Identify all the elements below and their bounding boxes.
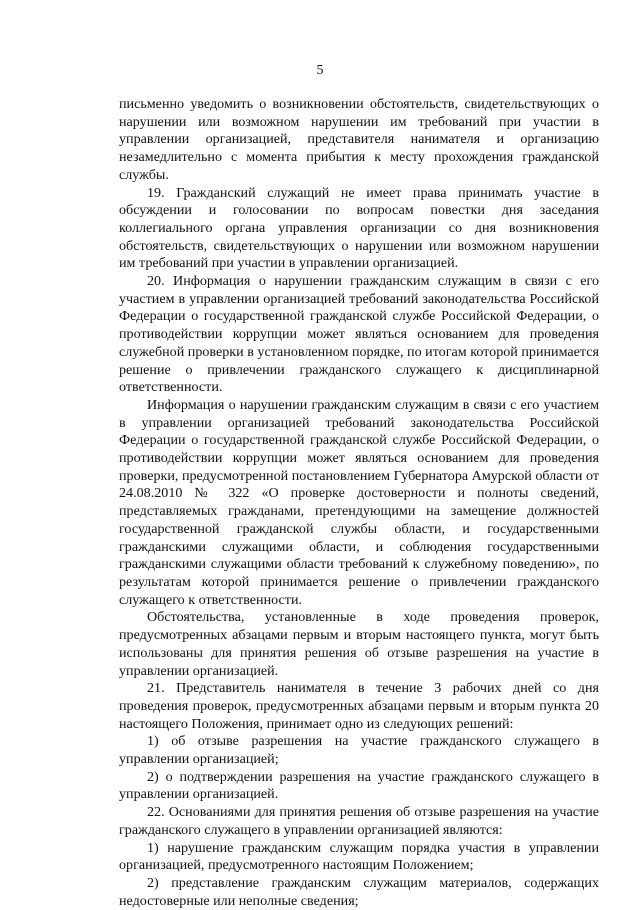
paragraph-22: 22. Основаниями для принятия решения об отзыве разрешения на участие гражданского служащего в управлении организацией являются: <box>119 804 599 838</box>
page-number: 5 <box>316 63 324 78</box>
paragraph-21: 21. Представитель нанимателя в течение 3 рабочих дней со дня проведения проверок, предусмотренных абзацами первым и вторым пункта 20 настоящего Положения, принимает одно из следующих решений: <box>119 680 599 732</box>
paragraph-20: 20. Информация о нарушении гражданским служащим в связи с его участием в управлении организацией требований законодательства Российской Федерации о государственной гражданской службе Российской Федерации, о противодействии коррупции может являться основанием для проведения служебной проверки в установленном порядке, по итогам которой принимается решение о привлечении гражданского служащего к дисциплинарной ответственности. <box>119 273 599 396</box>
paragraph-21-item-1: 1) об отзыве разрешения на участие гражданского служащего в управлении организацией; <box>119 733 599 768</box>
paragraph-continuation: письменно уведомить о возникновении обстоятельств, свидетельствующих о нарушении или возможном нарушении им требований при участии в управлении организацией, представителя нанимателя и организацию незамедлительно с момента прибытия к месту прохождения гражданской службы. <box>119 96 599 183</box>
paragraph-19: 19. Гражданский служащий не имеет права принимать участие в обсуждении и голосовании по вопросам повестки дня заседания коллегиального органа управления организации со дня возникновения обстоятельств, свидетельствующих о нарушении или возможном нарушении им требований при участии в управлении организацией. <box>119 184 599 272</box>
body-text <box>119 96 599 910</box>
paragraph-22-item-1: 1) нарушение гражданским служащим порядка участия в управлении организацией, предусмотренного настоящим Положением; <box>119 839 599 874</box>
paragraph-20-part-3: Обстоятельства, установленные в ходе проведения проверок, предусмотренных абзацами первым и вторым настоящего пункта, могут быть использованы для принятия решения об отзыве разрешения на участие в управлении организацией. <box>119 609 599 679</box>
paragraph-21-item-2: 2) о подтверждении разрешения на участие гражданского служащего в управлении организацией. <box>119 768 599 803</box>
paragraph-22-item-2: 2) представление гражданским служащим материалов, содержащих недостоверные или неполные сведения; <box>119 874 599 909</box>
paragraph-20-part-2: Информация о нарушении гражданским служащим в связи с его участием в управлении организацией требований законодательства Российской Федерации о государственной гражданской службе Российской Федерации, о противодействии коррупции может являться основанием для проведения проверки, предусмотренной постановлением Губернатора Амурской области от 24.08.2010 № 322 «О проверке достоверности и полноты сведений, представляемых гражданами, претендующими на замещение должностей государственной гражданской службы области, и государственными гражданскими служащими области, и соблюдения государственными гражданскими служащими области требований к служебному поведению», по результатам которой принимается решение о привлечении гражданского служащего к ответственности. <box>119 396 599 608</box>
